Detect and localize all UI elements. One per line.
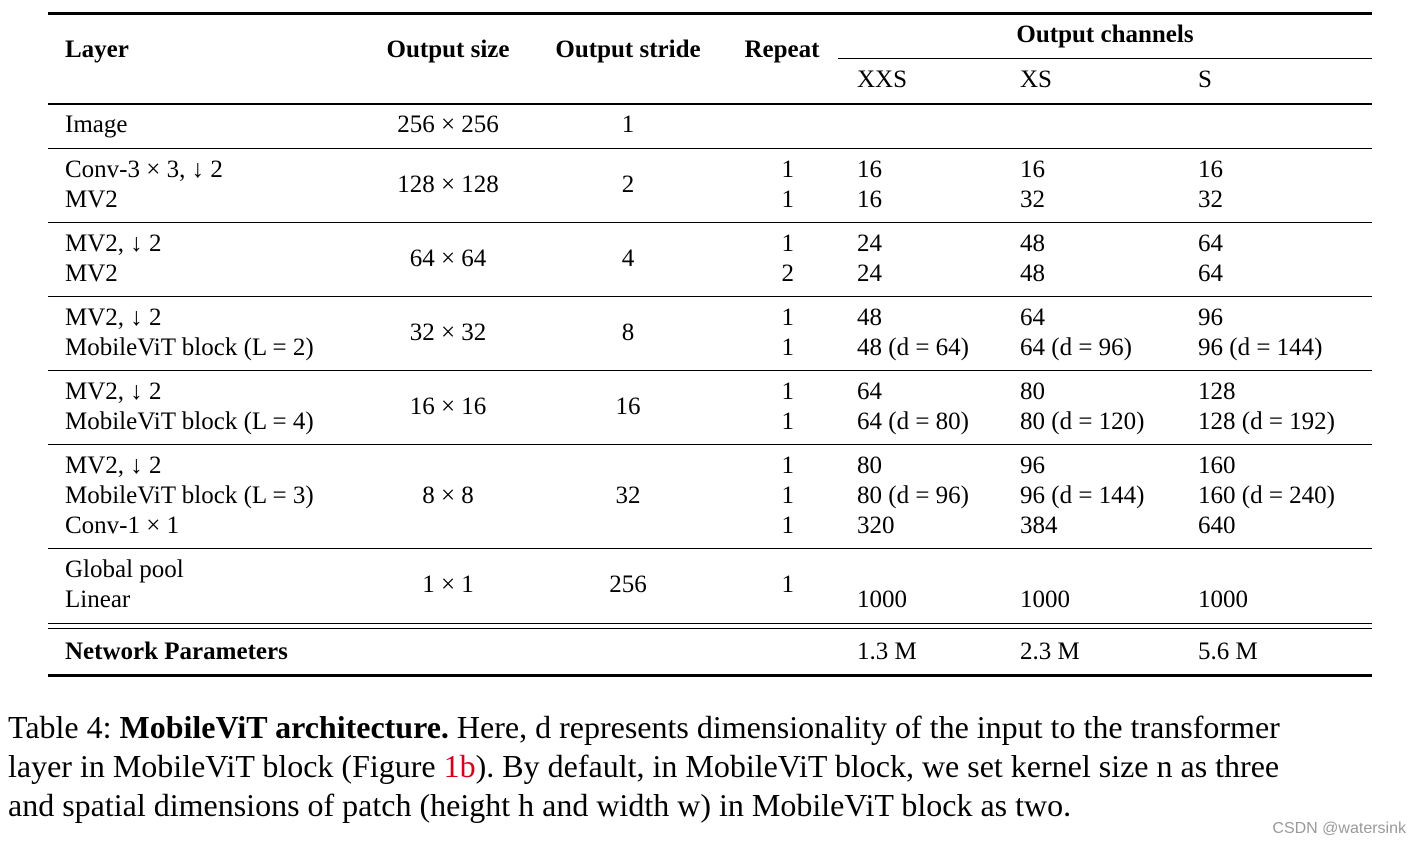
s-channel-cell: 16 [1198,156,1223,183]
row-rule [48,370,1372,371]
double-rule-bottom [48,628,1372,629]
watermark: CSDN @watersink [1272,820,1406,837]
xs-channel-cell: 80 [1020,378,1045,405]
s-channel-cell: 96 [1198,304,1223,331]
bottom-rule [48,674,1372,677]
xxs-channel-cell: 48 [857,304,882,331]
header-xs: XS [1020,66,1052,93]
xxs-channel-cell: 16 [857,186,882,213]
xs-channel-cell: 64 (d = 96) [1020,334,1132,361]
repeat-cell: 2 [781,260,794,287]
layer-cell: MV2, ↓ 2 [65,230,162,257]
xxs-channel-cell: 64 [857,378,882,405]
table-caption [8,708,1418,825]
repeat-cell: 1 [781,482,794,509]
xs-channel-cell: 16 [1020,156,1045,183]
output-stride-cell: 16 [615,393,641,420]
params-label: Network Parameters [65,638,288,665]
xs-channel-cell: 64 [1020,304,1045,331]
repeat-cell: 1 [781,512,794,539]
output-size-cell: 16 × 16 [409,393,487,420]
xs-channel-cell: 80 (d = 120) [1020,408,1145,435]
xs-channel-cell: 96 [1020,452,1045,479]
output-stride-cell: 32 [615,482,641,509]
repeat-cell: 1 [781,230,794,257]
xxs-channel-cell: 64 (d = 80) [857,408,969,435]
xxs-channel-cell: 24 [857,230,882,257]
repeat-cell: 1 [781,304,794,331]
layer-cell: Conv-1 × 1 [65,512,180,539]
xxs-channel-cell: 1000 [857,586,907,613]
figure-reference-link[interactable]: 1b [443,748,476,784]
xs-channel-cell: 32 [1020,186,1045,213]
output-size-cell: 256 × 256 [397,111,499,138]
header-output-stride: Output stride [555,36,701,63]
params-xxs: 1.3 M [857,638,917,665]
layer-cell: MV2, ↓ 2 [65,378,162,405]
layer-cell: MobileViT block (L = 2) [65,334,314,361]
row-rule [48,222,1372,223]
xs-channel-cell: 384 [1020,512,1058,539]
s-channel-cell: 128 [1198,378,1236,405]
output-stride-cell: 1 [621,111,635,138]
header-output-size: Output size [386,36,510,63]
caption-line-3: and spatial dimensions of patch (height h and width w) in MobileViT block as two. [8,787,1072,823]
header-s: S [1198,66,1212,93]
output-size-cell: 32 × 32 [409,319,487,346]
s-channel-cell: 160 (d = 240) [1198,482,1335,509]
double-rule-top [48,623,1372,624]
output-size-cell: 8 × 8 [422,482,474,509]
row-rule [48,296,1372,297]
caption-line2-b: ). By default, in MobileViT block, we set kernel size n as three [475,748,1280,784]
layer-cell: MV2 [65,260,118,287]
output-size-cell: 64 × 64 [409,245,487,272]
repeat-cell: 1 [781,378,794,405]
xxs-channel-cell: 80 (d = 96) [857,482,969,509]
output-stride-cell: 2 [621,171,635,198]
output-stride-cell: 256 [609,571,647,598]
header-output-channels: Output channels [1016,21,1194,48]
repeat-cell: 1 [781,186,794,213]
xs-channel-cell: 48 [1020,260,1045,287]
params-xs: 2.3 M [1020,638,1080,665]
repeat-cell: 1 [781,156,794,183]
row-rule [48,148,1372,149]
top-rule [48,12,1372,15]
header-layer: Layer [65,36,129,63]
layer-cell: Image [65,111,128,138]
xxs-channel-cell: 48 (d = 64) [857,334,969,361]
s-channel-cell: 160 [1198,452,1236,479]
layer-cell: MV2, ↓ 2 [65,304,162,331]
header-repeat: Repeat [744,36,820,63]
output-stride-cell: 8 [621,319,635,346]
caption-prefix: Table 4: [8,709,120,745]
output-size-cell: 128 × 128 [397,171,499,198]
xxs-channel-cell: 24 [857,260,882,287]
channels-header-rule [838,58,1372,59]
caption-line2-a: layer in MobileViT block (Figure [8,748,444,784]
repeat-cell: 1 [781,571,794,598]
s-channel-cell: 64 [1198,260,1223,287]
s-channel-cell: 32 [1198,186,1223,213]
xs-channel-cell: 48 [1020,230,1045,257]
caption-title: MobileViT architecture. [119,709,449,745]
row-rule [48,444,1372,445]
layer-cell: Global pool [65,556,184,583]
xs-channel-cell: 96 (d = 144) [1020,482,1145,509]
xxs-channel-cell: 80 [857,452,882,479]
row-rule [48,548,1372,549]
repeat-cell: 1 [781,452,794,479]
layer-cell: MobileViT block (L = 3) [65,482,314,509]
caption-line1-rest: Here, d represents dimensionality of the input to the transformer [448,709,1280,745]
layer-cell: MV2, ↓ 2 [65,452,162,479]
header-xxs: XXS [857,66,908,93]
output-stride-cell: 4 [621,245,635,272]
caption-line-2 [8,747,1418,786]
s-channel-cell: 1000 [1198,586,1248,613]
s-channel-cell: 128 (d = 192) [1198,408,1335,435]
layer-cell: MV2 [65,186,118,213]
repeat-cell: 1 [781,334,794,361]
xs-channel-cell: 1000 [1020,586,1070,613]
header-bottom-rule [48,103,1372,105]
s-channel-cell: 640 [1198,512,1236,539]
layer-cell: Conv-3 × 3, ↓ 2 [65,156,223,183]
xxs-channel-cell: 320 [857,512,895,539]
layer-cell: MobileViT block (L = 4) [65,408,314,435]
s-channel-cell: 96 (d = 144) [1198,334,1323,361]
s-channel-cell: 64 [1198,230,1223,257]
caption-line-1 [8,708,1418,747]
layer-cell: Linear [65,586,131,613]
params-s: 5.6 M [1198,638,1258,665]
xxs-channel-cell: 16 [857,156,882,183]
repeat-cell: 1 [781,408,794,435]
output-size-cell: 1 × 1 [422,571,474,598]
